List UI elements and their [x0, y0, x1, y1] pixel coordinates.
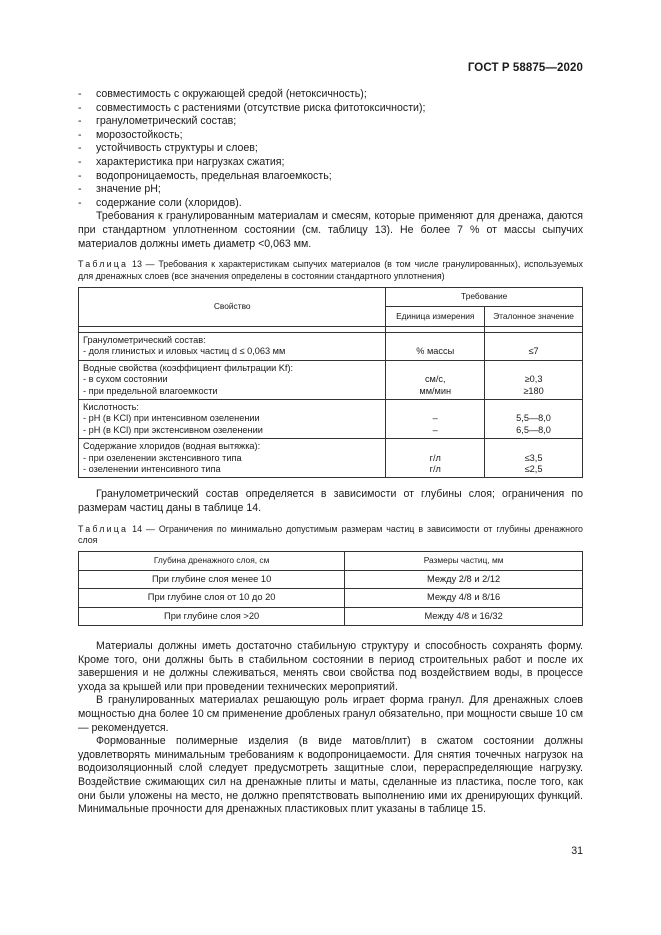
- table-row: [79, 360, 583, 399]
- sizes-cell: Между 2/8 и 2/12: [345, 570, 583, 588]
- requirements-list: [78, 88, 583, 210]
- row-label: - pH (в KCl) при экстенсивном озеленении: [83, 424, 263, 435]
- table-row: [79, 439, 583, 478]
- table-caption-text: 13 — Требования к характеристикам сыпучих материалов (в том числе гранулированных), используемых для дренажных слоев (все значения определены в состоянии стандартного уплотнения): [78, 259, 583, 281]
- list-item: - характеристика при нагрузках сжатия;: [78, 156, 583, 170]
- paragraph: В гранулированных материалах решающую роль играет форма гранул. Для дренажных слоев мощностью дна более 10 см применение дробленых гранул обязательно, при мощности свыше 10 см — рекомендуется.: [78, 694, 583, 734]
- table-row: [79, 607, 583, 625]
- value-text: 5,5—8,0: [516, 413, 551, 424]
- group-title: [79, 399, 386, 438]
- unit-text: г/л: [429, 464, 441, 474]
- row-label: - в сухом состоянии: [83, 374, 168, 385]
- group-title: [79, 332, 386, 360]
- page-content: [78, 88, 583, 817]
- column-header-unit: Единица измерения: [386, 306, 485, 326]
- table-row: [79, 589, 583, 607]
- value-text: ≤3,5: [524, 452, 543, 463]
- value-cell: [485, 439, 583, 478]
- unit-text: г/л: [429, 452, 441, 463]
- table-14: [78, 551, 583, 626]
- column-header-depth: Глубина дренажного слоя, см: [79, 552, 345, 570]
- value-text: ≤2,5: [524, 464, 543, 474]
- value-cell: ≤7: [485, 332, 583, 360]
- list-item: - значение pH;: [78, 183, 583, 197]
- depth-cell: При глубине слоя >20: [79, 607, 345, 625]
- unit-text: мм/мин: [419, 385, 452, 396]
- paragraph: Гранулометрический состав определяется в зависимости от глубины слоя; ограничения по размерам частиц даны в таблице 14.: [78, 488, 583, 514]
- group-title-text: Гранулометрический состав:: [83, 334, 206, 345]
- sizes-cell: Между 4/8 и 16/32: [345, 607, 583, 625]
- list-item: - морозостойкость;: [78, 129, 583, 143]
- table-caption-prefix: Таблица: [78, 259, 129, 270]
- unit-text: см/с,: [424, 374, 446, 385]
- row-label: - при предельной влагоемкости: [83, 385, 218, 396]
- sizes-cell: Между 4/8 и 8/16: [345, 589, 583, 607]
- column-header-requirement: Требование: [386, 287, 583, 306]
- value-cell: [485, 360, 583, 399]
- table-14-caption: [78, 524, 583, 547]
- table-row: [79, 570, 583, 588]
- group-title: [79, 360, 386, 399]
- table-row: [79, 332, 583, 360]
- column-header-reference: Эталонное значение: [485, 306, 583, 326]
- value-text: 6,5—8,0: [516, 424, 551, 435]
- unit-cell: [386, 399, 485, 438]
- table-13: [78, 287, 583, 478]
- list-item: - водопроницаемость, предельная влагоемкость;: [78, 170, 583, 184]
- group-title-text: Кислотность:: [83, 401, 139, 412]
- list-item: - содержание соли (хлоридов).: [78, 197, 583, 211]
- group-title-text: Содержание хлоридов (водная вытяжка):: [83, 441, 261, 452]
- table-13-caption: [78, 259, 583, 282]
- paragraph: Формованные полимерные изделия (в виде матов/плит) в сжатом состоянии должны удовлетворять минимальным требованиям к водопроницаемости. Для снятия точечных нагрузок на водоизоляционный слой следует предусмотреть защитные слои, перераспределяющие нагрузку. Воздействие сжимающих сил на дренажные плиты и маты, сделанные из пластика, после того, как они были уложены на место, не должно препятствовать выполнению ими их дренирующих функций. Минимальные прочности для дренажных пластиковых плит указаны в таблице 15.: [78, 735, 583, 816]
- page-number: 31: [571, 845, 583, 857]
- row-label: - озеленении интенсивного типа: [83, 464, 221, 474]
- column-header-sizes: Размеры частиц, мм: [345, 552, 583, 570]
- list-item: - гранулометрический состав;: [78, 115, 583, 129]
- paragraph: Требования к гранулированным материалам и смесям, которые применяют для дренажа, даются при стандартном уплотненном состоянии (см. таблицу 13). Не более 7 % от массы сыпучих материалов должны иметь диаметр <0,063 мм.: [78, 210, 583, 250]
- unit-cell: % массы: [386, 332, 485, 360]
- unit-cell: [386, 360, 485, 399]
- group-title: [79, 439, 386, 478]
- table-row: [79, 399, 583, 438]
- value-cell: [485, 399, 583, 438]
- unit-cell: [386, 439, 485, 478]
- list-item: - совместимость с растениями (отсутствие риска фитотоксичности);: [78, 102, 583, 116]
- row-label: - доля глинистых и иловых частиц d ≤ 0,063 мм: [83, 346, 286, 357]
- list-item: - совместимость с окружающей средой (нетоксичность);: [78, 88, 583, 102]
- column-header-property: Свойство: [79, 287, 386, 326]
- paragraph: Материалы должны иметь достаточно стабильную структуру и способность сохранять форму. Кроме того, они должны быть в стабильном состоянии в период строительных работ и после их завершения и не должны слеживаться, менять свои свойства под воздействием воды, в процессе ухода за крышей или при проведении технических мероприятий.: [78, 640, 583, 693]
- row-label: - при озеленении экстенсивного типа: [83, 452, 242, 463]
- row-label: - pH (в KCl) при интенсивном озеленении: [83, 413, 260, 424]
- unit-text: –: [432, 424, 438, 435]
- value-text: ≥180: [523, 385, 544, 396]
- table-caption-text: 14 — Ограничения по минимально допустимым размерам частиц в зависимости от глубины дренажного слоя: [78, 523, 583, 545]
- list-item: - устойчивость структуры и слоев;: [78, 142, 583, 156]
- group-title-text: Водные свойства (коэффициент фильтрации Kf):: [83, 362, 294, 373]
- value-text: ≥0,3: [524, 374, 543, 385]
- table-caption-prefix: Таблица: [78, 523, 129, 534]
- document-id: ГОСТ Р 58875—2020: [467, 62, 583, 74]
- depth-cell: При глубине слоя от 10 до 20: [79, 589, 345, 607]
- depth-cell: При глубине слоя менее 10: [79, 570, 345, 588]
- unit-text: –: [432, 413, 438, 424]
